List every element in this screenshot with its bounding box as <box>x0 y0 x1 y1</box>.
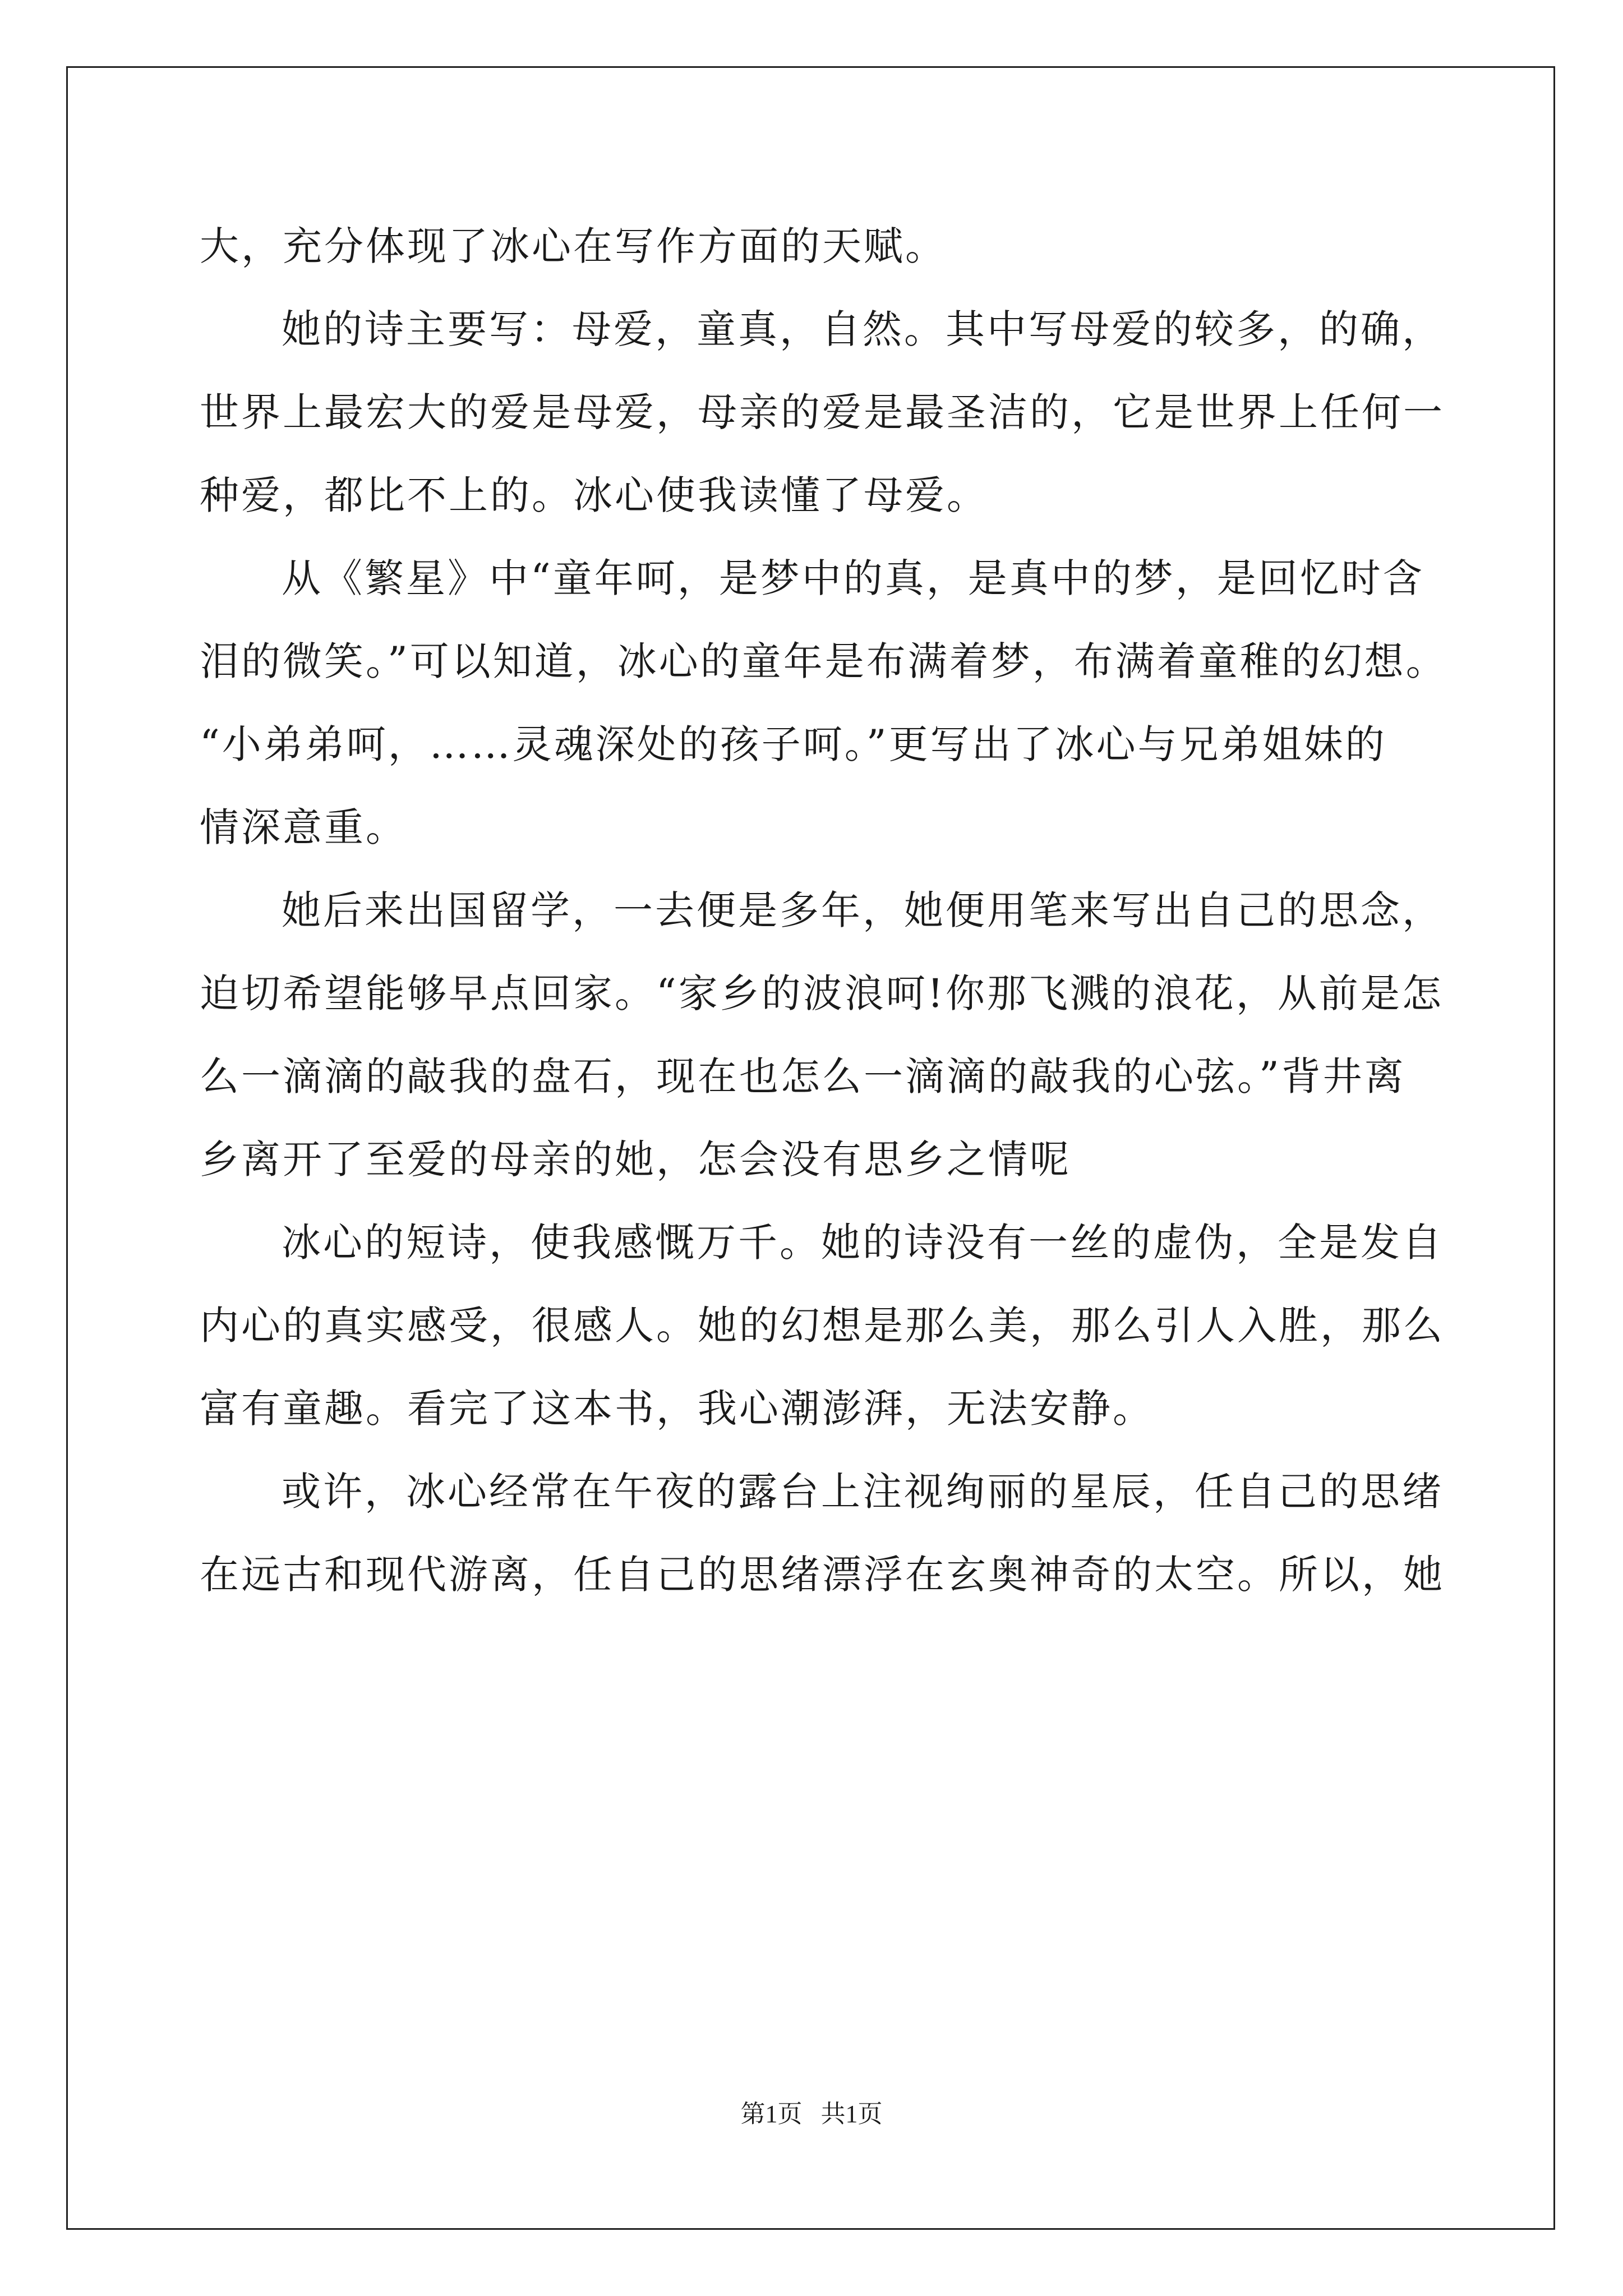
text-line: 世界上最宏大的爱是母爱，母亲的爱是最圣洁的，它是世界上任何一 <box>200 389 1445 435</box>
text-line: 种爱，都比不上的。冰心使我读懂了母爱。 <box>200 472 988 518</box>
text-line: 内心的真实感受，很感人。她的幻想是那么美，那么引人入胜，那么 <box>200 1303 1445 1349</box>
paragraph-start-line: 从《繁星》中“童年呵，是梦中的真，是真中的梦，是回忆时含 <box>282 555 1424 601</box>
document-body <box>200 205 1447 1616</box>
text-line: 富有童趣。看完了这本书，我心潮澎湃，无法安静。 <box>200 1386 1154 1432</box>
text-line: 么一滴滴的敲我的盘石，现在也怎么一滴滴的敲我的心弦。”背井离 <box>200 1053 1406 1099</box>
text-line: 乡离开了至爱的母亲的她，怎会没有思乡之情呢 <box>200 1137 1071 1182</box>
text-line: 泪的微笑。”可以知道，冰心的童年是布满着梦，布满着童稚的幻想。 <box>200 638 1447 684</box>
paragraph-start-line: 她的诗主要写：母爱，童真，自然。其中写母爱的较多，的确， <box>282 306 1444 352</box>
paragraph-start-line: 或许，冰心经常在午夜的露台上注视绚丽的星辰，任自己的思绪 <box>282 1469 1444 1515</box>
text-line: 在远古和现代游离，任自己的思绪漂浮在玄奥神奇的太空。所以，她 <box>200 1552 1445 1598</box>
paragraph-start-line: 冰心的短诗，使我感慨万千。她的诗没有一丝的虚伪，全是发自 <box>282 1220 1444 1266</box>
text-line: 迫切希望能够早点回家。“家乡的波浪呵!你那飞溅的浪花，从前是怎 <box>200 970 1444 1016</box>
paragraph-start-line: 她后来出国留学，一去便是多年，她便用笔来写出自己的思念， <box>282 887 1444 933</box>
text-line: 情深意重。 <box>200 804 407 850</box>
text-line: “小弟弟呵，……灵魂深处的孩子呵。”更写出了冰心与兄弟姐妹的 <box>200 721 1387 767</box>
page-number: 第1页 共1页 <box>740 2100 883 2128</box>
text-line: 大，充分体现了冰心在写作方面的天赋。 <box>200 223 947 269</box>
